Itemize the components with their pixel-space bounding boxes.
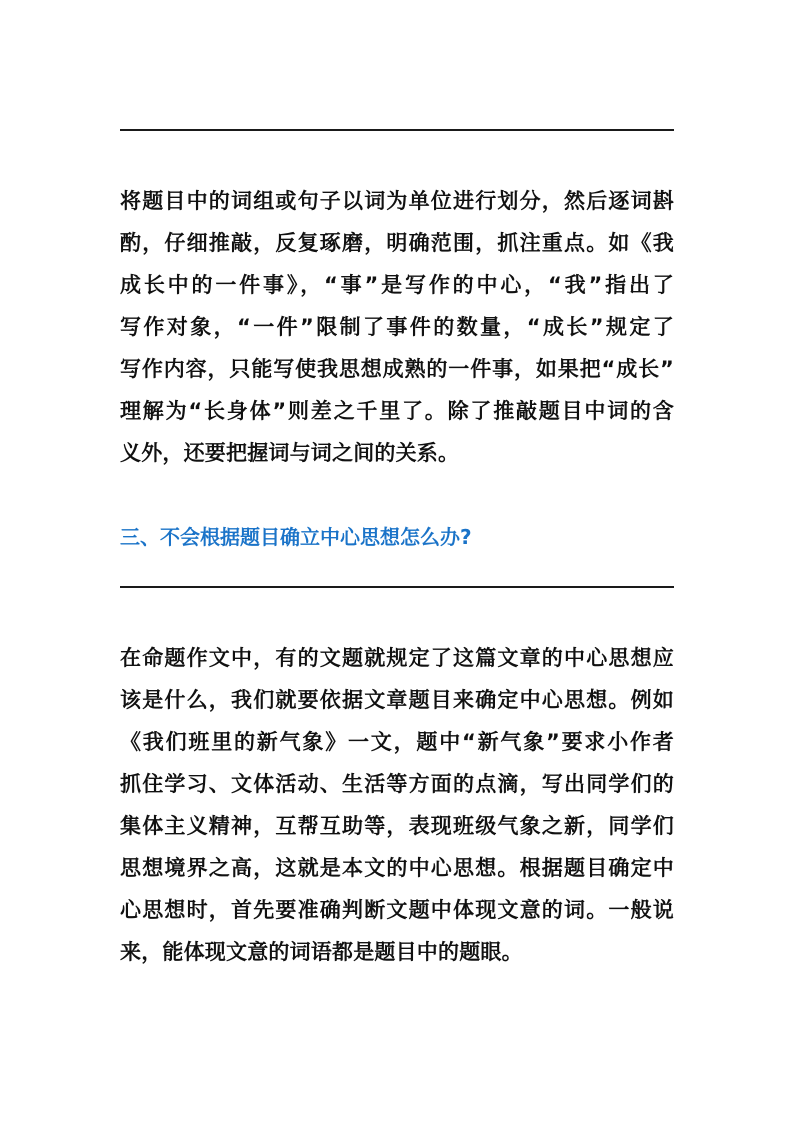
paragraph-line: 抓住学习、文体活动、生活等方面的点滴，写出同学们的 (120, 772, 674, 796)
paragraph-line: 该是什么，我们就要依据文章题目来确定中心思想。例如 (120, 688, 674, 712)
paragraph-line: 来，能体现文意的词语都是题目中的题眼。 (120, 940, 523, 964)
paragraph-line: 酌，仔细推敲，反复琢磨，明确范围，抓注重点。如《我 (120, 231, 674, 255)
paragraph-line: 在命题作文中，有的文题就规定了这篇文章的中心思想应 (120, 646, 674, 670)
section-divider (120, 586, 674, 588)
paragraph-line: 思想境界之高，这就是本文的中心思想。根据题目确定中 (120, 856, 674, 880)
paragraph-word-analysis (120, 180, 674, 474)
paragraph-line: 理解为“长身体”则差之千里了。除了推敲题目中词的含 (120, 399, 674, 423)
section-heading: 三、不会根据题目确立中心思想怎么办? (120, 525, 472, 549)
paragraph-line: 将题目中的词组或句子以词为单位进行划分，然后逐词斟 (120, 189, 674, 213)
paragraph-line: 义外，还要把握词与词之间的关系。 (120, 441, 460, 465)
paragraph-line: 《我们班里的新气象》一文，题中“新气象”要求小作者 (120, 730, 674, 754)
paragraph-central-idea (120, 637, 674, 973)
paragraph-line: 集体主义精神，互帮互助等，表现班级气象之新，同学们 (120, 814, 674, 838)
paragraph-line: 写作内容，只能写使我思想成熟的一件事，如果把“成长” (120, 357, 674, 381)
paragraph-line: 心思想时，首先要准确判断文题中体现文意的词。一般说 (120, 898, 674, 922)
top-divider (120, 129, 674, 131)
paragraph-line: 写作对象，“一件”限制了事件的数量，“成长”规定了 (120, 315, 674, 339)
paragraph-line: 成长中的一件事》，“事”是写作的中心，“我”指出了 (120, 273, 674, 297)
